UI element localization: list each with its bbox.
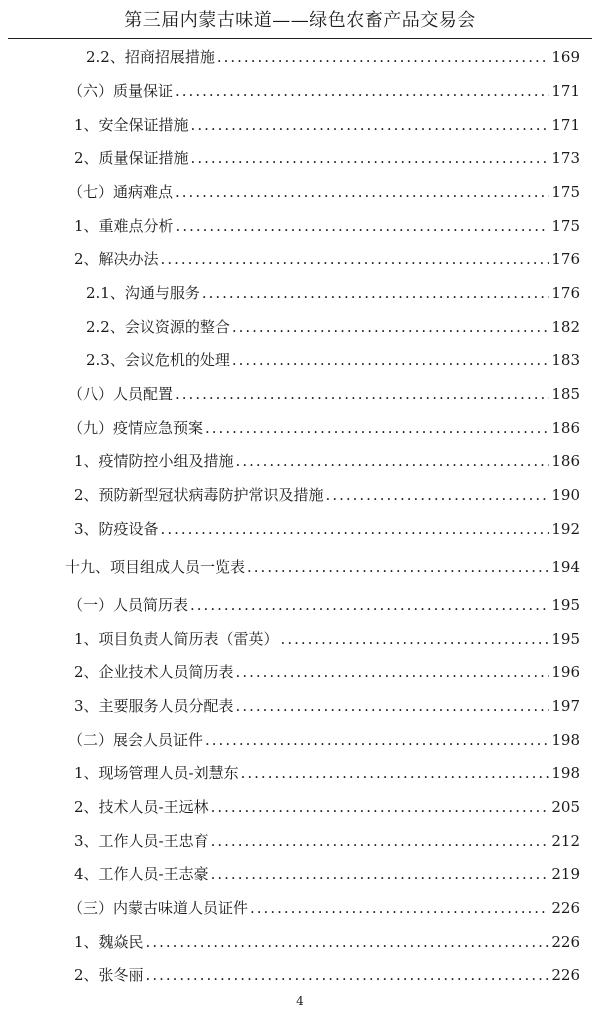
toc-entry-title: 2.2、招商招展措施 <box>86 48 215 66</box>
toc-entry-page-number: 176 <box>551 284 580 302</box>
toc-entry-page-number: 176 <box>551 250 580 268</box>
toc-entry-title: 3、工作人员-王忠育 <box>74 832 209 850</box>
toc-entry-title: 1、重难点分析 <box>74 217 174 235</box>
toc-entry[interactable] <box>74 246 580 270</box>
toc-entry[interactable] <box>68 381 580 405</box>
toc-dot-leader <box>202 282 550 304</box>
toc-entry-title: 2、企业技术人员简历表 <box>74 663 234 681</box>
toc-entry-title: 2.1、沟通与服务 <box>86 284 200 302</box>
toc-entry-page-number: 195 <box>551 596 580 614</box>
toc-entry[interactable] <box>74 112 580 136</box>
toc-entry-page-number: 196 <box>551 663 580 681</box>
toc-entry[interactable] <box>74 516 580 540</box>
toc-entry-page-number: 169 <box>551 48 580 66</box>
toc-entry[interactable] <box>74 145 580 169</box>
toc-entry-title: 十九、项目组成人员一览表 <box>65 558 246 576</box>
toc-dot-leader <box>236 661 550 683</box>
toc-entry-page-number: 226 <box>551 933 580 951</box>
toc-dot-leader <box>176 215 550 237</box>
toc-dot-leader <box>146 964 550 986</box>
toc-entry[interactable] <box>86 314 580 338</box>
toc-entry[interactable] <box>86 44 580 68</box>
toc-entry-page-number: 198 <box>551 731 580 749</box>
toc-entry-title: （二）展会人员证件 <box>68 731 204 749</box>
toc-entry-page-number: 186 <box>551 452 580 470</box>
toc-entry[interactable] <box>68 78 580 102</box>
toc-entry-title: （八）人员配置 <box>68 385 174 403</box>
toc-dot-leader <box>232 349 550 371</box>
toc-dot-leader <box>247 556 549 578</box>
toc-entry-title: 3、主要服务人员分配表 <box>74 697 234 715</box>
toc-entry-page-number: 212 <box>551 832 580 850</box>
toc-entry[interactable] <box>74 448 580 472</box>
toc-dot-leader <box>241 762 550 784</box>
toc-entry-page-number: 171 <box>551 116 580 134</box>
toc-dot-leader <box>236 450 550 472</box>
toc-entry-title: （七）通病难点 <box>68 183 174 201</box>
toc-entry-page-number: 197 <box>551 697 580 715</box>
toc-entry-title: 1、疫情防控小组及措施 <box>74 452 234 470</box>
toc-dot-leader <box>211 863 550 885</box>
toc-entry[interactable] <box>74 213 580 237</box>
toc-entry-page-number: 171 <box>551 82 580 100</box>
page-number: 4 <box>296 994 304 1008</box>
toc-entry[interactable] <box>74 482 580 506</box>
toc-dot-leader <box>190 594 549 616</box>
toc-entry-title: 2、张冬丽 <box>74 966 144 984</box>
toc-entry[interactable] <box>68 592 580 616</box>
toc-entry[interactable] <box>86 347 580 371</box>
toc-entry-page-number: 185 <box>551 385 580 403</box>
toc-dot-leader <box>217 46 550 68</box>
toc-entry-page-number: 195 <box>551 630 580 648</box>
toc-entry-page-number: 205 <box>551 798 580 816</box>
toc-dot-leader <box>211 830 550 852</box>
toc-dot-leader <box>211 796 550 818</box>
toc-entry-page-number: 226 <box>551 966 580 984</box>
toc-entry-title: 2.2、会议资源的整合 <box>86 318 230 336</box>
toc-entry[interactable] <box>65 554 580 578</box>
toc-entry[interactable] <box>68 895 580 919</box>
toc-entry[interactable] <box>74 962 580 986</box>
toc-entry-page-number: 186 <box>551 419 580 437</box>
toc-dot-leader <box>161 248 550 270</box>
toc-entry-title: （九）疫情应急预案 <box>68 419 204 437</box>
toc-dot-leader <box>191 114 550 136</box>
toc-entry-page-number: 219 <box>551 865 580 883</box>
toc-entry-title: 1、安全保证措施 <box>74 116 189 134</box>
toc-dot-leader <box>326 484 550 506</box>
toc-entry[interactable] <box>86 280 580 304</box>
toc-entry[interactable] <box>68 179 580 203</box>
toc-entry-page-number: 192 <box>551 520 580 538</box>
toc-entry-page-number: 198 <box>551 764 580 782</box>
toc-entry-title: 1、现场管理人员-刘慧东 <box>74 764 239 782</box>
toc-dot-leader <box>205 729 549 751</box>
page-header-title: 第三届内蒙古味道——绿色农畜产品交易会 <box>124 10 476 31</box>
toc-entry-title: 2.3、会议危机的处理 <box>86 351 230 369</box>
toc-entry[interactable] <box>74 861 580 885</box>
toc-entry-page-number: 173 <box>551 149 580 167</box>
toc-dot-leader <box>146 931 550 953</box>
toc-entry-page-number: 226 <box>551 899 580 917</box>
toc-entry-page-number: 182 <box>551 318 580 336</box>
toc-entry[interactable] <box>74 828 580 852</box>
toc-entry-page-number: 194 <box>551 558 580 576</box>
toc-entry-title: 4、工作人员-王志豪 <box>74 865 209 883</box>
toc-entry-page-number: 183 <box>551 351 580 369</box>
toc-dot-leader <box>250 897 549 919</box>
toc-entry-title: 1、项目负责人简历表（雷英） <box>74 630 279 648</box>
toc-entry[interactable] <box>68 415 580 439</box>
toc-entry-page-number: 175 <box>551 183 580 201</box>
toc-entry-page-number: 190 <box>551 486 580 504</box>
toc-dot-leader <box>236 695 550 717</box>
toc-dot-leader <box>175 181 549 203</box>
header-divider <box>8 38 592 39</box>
toc-dot-leader <box>161 518 550 540</box>
toc-entry-title: 1、魏焱民 <box>74 933 144 951</box>
toc-dot-leader <box>281 628 550 650</box>
toc-entry-title: 2、质量保证措施 <box>74 149 189 167</box>
toc-entry[interactable] <box>74 659 580 683</box>
toc-entry-title: 2、解决办法 <box>74 250 159 268</box>
toc-entry[interactable] <box>74 760 580 784</box>
toc-entry-title: 2、技术人员-王远林 <box>74 798 209 816</box>
toc-dot-leader <box>205 417 549 439</box>
toc-entry-title: 2、预防新型冠状病毒防护常识及措施 <box>74 486 324 504</box>
toc-entry-title: （三）内蒙古味道人员证件 <box>68 899 249 917</box>
toc-dot-leader <box>175 383 549 405</box>
toc-entry[interactable] <box>74 794 580 818</box>
toc-entry[interactable] <box>74 693 580 717</box>
toc-entry-title: （一）人员简历表 <box>68 596 189 614</box>
toc-dot-leader <box>232 316 550 338</box>
toc-entry-title: 3、防疫设备 <box>74 520 159 538</box>
toc-entry[interactable] <box>68 727 580 751</box>
toc-dot-leader <box>175 80 549 102</box>
toc-entry-title: （六）质量保证 <box>68 82 174 100</box>
toc-entry[interactable] <box>74 626 580 650</box>
toc-dot-leader <box>191 147 550 169</box>
toc-entry[interactable] <box>74 929 580 953</box>
toc-entry-page-number: 175 <box>551 217 580 235</box>
